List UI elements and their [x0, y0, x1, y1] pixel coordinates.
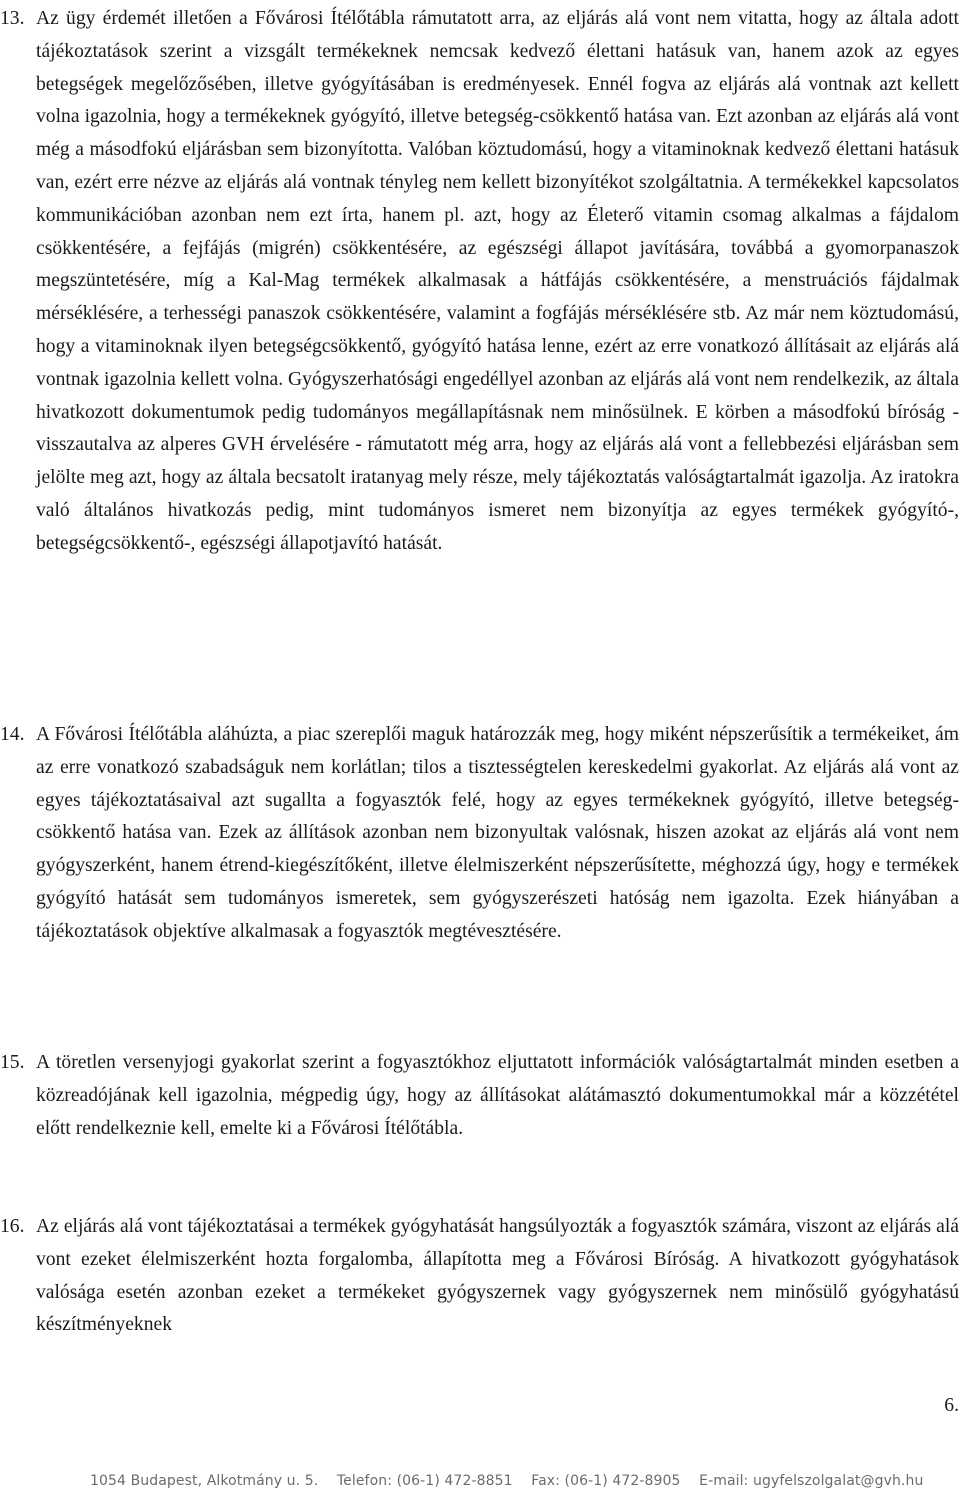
footer-phone: Telefon: (06-1) 472-8851	[336, 1473, 513, 1489]
paragraph-text: A Fővárosi Ítélőtábla aláhúzta, a piac szereplői maguk határozzák meg, hogy miként népszerűsítik a termékeiket, ám az erre vonatkozó szabadságuk nem korlátlan; tilos a tisztességtelen kereskedelmi gyakorlat. Az eljárás alá vont az egyes tájékoztatásaival azt sugallta a fogyasztók felé, hogy az egyes termékeknek gyógyító, illetve betegség-csökkentő hatása van. Ezek az állítások azonban nem bizonyultak valósnak, hiszen azokat az eljárás alá vont nem gyógyszerként, hanem étrend-kiegészítőként, illetve élelmiszerként népszerűsítette, méghozzá úgy, hogy e termékek gyógyító hatását sem tudományos ismeretek, sem gyógyszerészeti hatóság nem igazolta. Ezek hiányában a tájékoztatások objektíve alkalmasak a fogyasztók megtévesztésére.	[36, 724, 959, 942]
page-footer	[90, 1472, 923, 1490]
paragraph-text: Az eljárás alá vont tájékoztatásai a termékek gyógyhatását hangsúlyozták a fogyasztók számára, viszont az eljárás alá vont ezeket élelmiszerként hozta forgalomba, állapította meg a Fővárosi Bíróság. A hivatkozott gyógyhatások valósága esetén azonban ezeket a termékeket gyógyszernek vagy gyógyszernek nem minősülő gyógyhatású készítményeknek	[36, 1216, 959, 1336]
paragraph-13	[0, 3, 960, 561]
paragraph-15	[0, 1047, 960, 1145]
paragraph-number: 14.	[0, 724, 25, 745]
paragraph-number: 16.	[0, 1216, 25, 1237]
paragraph-text: A töretlen versenyjogi gyakorlat szerint a fogyasztókhoz eljuttatott információk valóságtartalmát minden esetben a közreadójának kell igazolnia, mégpedig úgy, hogy az állításokat alátámasztó dokumentumokkal már a közzététel előtt rendelkeznie kell, emelte ki a Fővárosi Ítélőtábla.	[36, 1052, 959, 1139]
page-number: 6.	[944, 1395, 959, 1416]
paragraph-text: Az ügy érdemét illetően a Fővárosi Ítélőtábla rámutatott arra, az eljárás alá vont nem vitatta, hogy az általa adott tájékoztatások szerint a vizsgált termékeknek nemcsak kedvező élettani hatásuk van, hanem azok az egyes betegségek megelőzősében, illetve gyógyításában is eredményesek. Ennél fogva az eljárás alá vontnak azt kellett volna igazolnia, hogy a termékeknek gyógyító, illetve betegség-csökkentő hatása van. Ezt azonban az eljárás alá vont még a másodfokú eljárásban sem bizonyította. Valóban köztudomású, hogy a vitaminoknak kedvező élettani hatásuk van, ezért erre nézve az eljárás alá vontnak tényleg nem kellett bizonyítékot szolgáltatnia. A termékekkel kapcsolatos kommunikációban azonban nem ezt írta, hanem pl. azt, hogy az Életerő vitamin csomag alkalmas a fájdalom csökkentésére, a fejfájás (migrén) csökkentésére, az egészségi állapot javítására, továbbá a gyomorpanaszok megszüntetésére, míg a Kal-Mag termékek alkalmasak a hátfájás csökkentésére, a menstruációs fájdalmak mérséklésére, a terhességi panaszok csökkentésére, valamint a fogfájás mérséklésére stb. Az már nem köztudomású, hogy a vitaminoknak ilyen betegségcsökkentő, gyógyító hatása lenne, ezért az erre vonatkozó állításait az eljárás alá vontnak igazolnia kellett volna. Gyógyszerhatósági engedéllyel azonban az eljárás alá vont nem rendelkezik, az általa hivatkozott dokumentumok pedig tudományos megállapításnak nem minősülnek. E körben a másodfokú bíróság - visszautalva az alperes GVH érvelésére - rámutatott még arra, hogy az eljárás alá vont a fellebbezési eljárásban sem jelölte meg azt, hogy az általa becsatolt iratanyag mely része, mely tájékoztatás valóságtartalmát igazolja. Az iratokra való általános hivatkozás pedig, mint tudományos ismeret nem bizonyítja az egyes termékek gyógyító-, betegségcsökkentő-, egészségi állapotjavító hatását.	[36, 8, 959, 554]
footer-fax: Fax: (06-1) 472-8905	[531, 1473, 681, 1489]
footer-address: 1054 Budapest, Alkotmány u. 5.	[90, 1473, 319, 1489]
paragraph-16	[0, 1211, 960, 1342]
paragraph-14	[0, 719, 960, 949]
paragraph-number: 15.	[0, 1052, 25, 1073]
footer-email: E-mail: ugyfelszolgalat@gvh.hu	[699, 1473, 924, 1489]
paragraph-number: 13.	[0, 8, 25, 29]
